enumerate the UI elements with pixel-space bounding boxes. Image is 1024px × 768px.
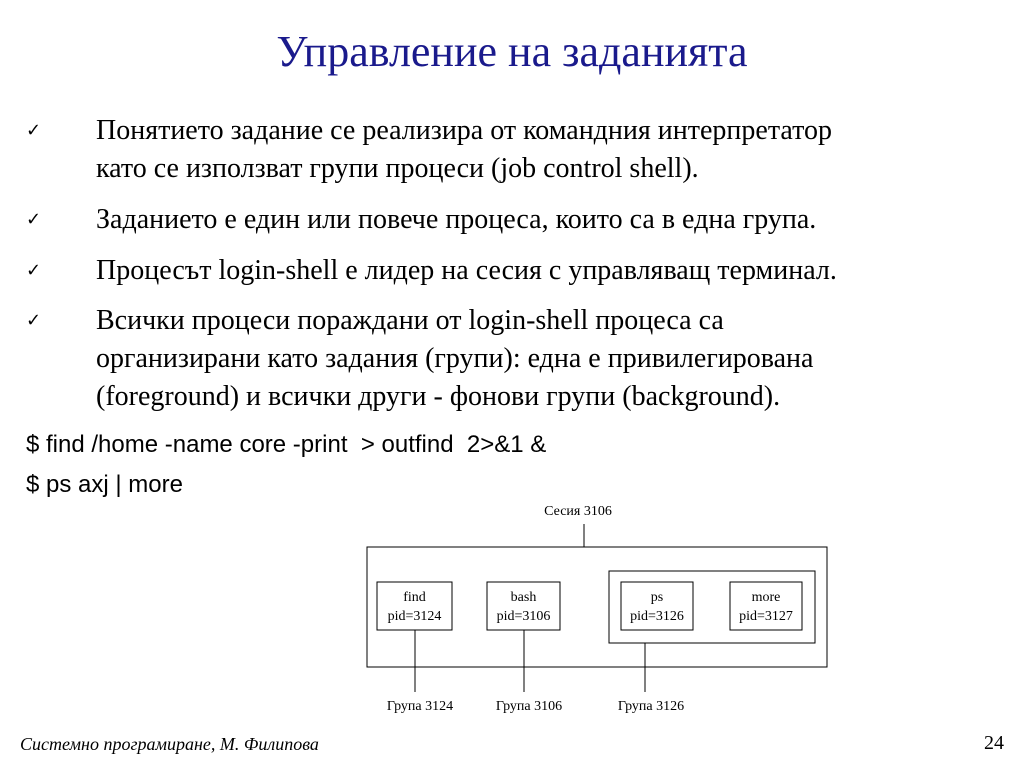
session-box (367, 547, 827, 667)
process-name: find (403, 590, 426, 605)
group-label: Група 3106 (495, 699, 563, 714)
process-pid: pid=3106 (496, 609, 551, 624)
command-ps: $ ps axj | more (26, 471, 183, 498)
bullet-line: Понятието задание се реализира от командния интерпретатор (96, 115, 832, 146)
check-icon: ✓ (26, 209, 42, 230)
footer-author: Системно програмиране, М. Филипова (20, 734, 319, 754)
page-number: 24 (984, 732, 1004, 754)
process-name: more (751, 590, 781, 605)
group-label: Група 3124 (386, 699, 454, 714)
process-pid: pid=3127 (739, 609, 793, 624)
check-icon: ✓ (26, 310, 42, 331)
process-pid: pid=3126 (630, 609, 684, 624)
bullet-line: организирани като задания (групи): една е привилегирована (96, 343, 814, 374)
bullet-line: като се използват групи процеси (job control shell). (96, 153, 699, 184)
check-icon: ✓ (26, 120, 42, 141)
slide-title: Управление на заданията (276, 27, 748, 76)
session-label: Сесия 3106 (544, 504, 612, 519)
command-find: $ find /home -name core -print > outfind 2>&1 & (26, 431, 547, 458)
process-name: ps (650, 590, 664, 605)
process-pid: pid=3124 (387, 609, 442, 624)
process-name: bash (510, 590, 537, 605)
bullet-line: Заданието е един или повече процеса, които са в една група. (96, 204, 817, 235)
bullet-line: (foreground) и всички други - фонови групи (background). (96, 381, 781, 412)
bullet-line: Всички процеси пораждани от login-shell процеса са (96, 305, 724, 336)
bullet-line: Процесът login-shell е лидер на сесия с управляващ терминал. (96, 255, 837, 286)
check-icon: ✓ (26, 260, 42, 281)
group-label: Група 3126 (617, 699, 685, 714)
